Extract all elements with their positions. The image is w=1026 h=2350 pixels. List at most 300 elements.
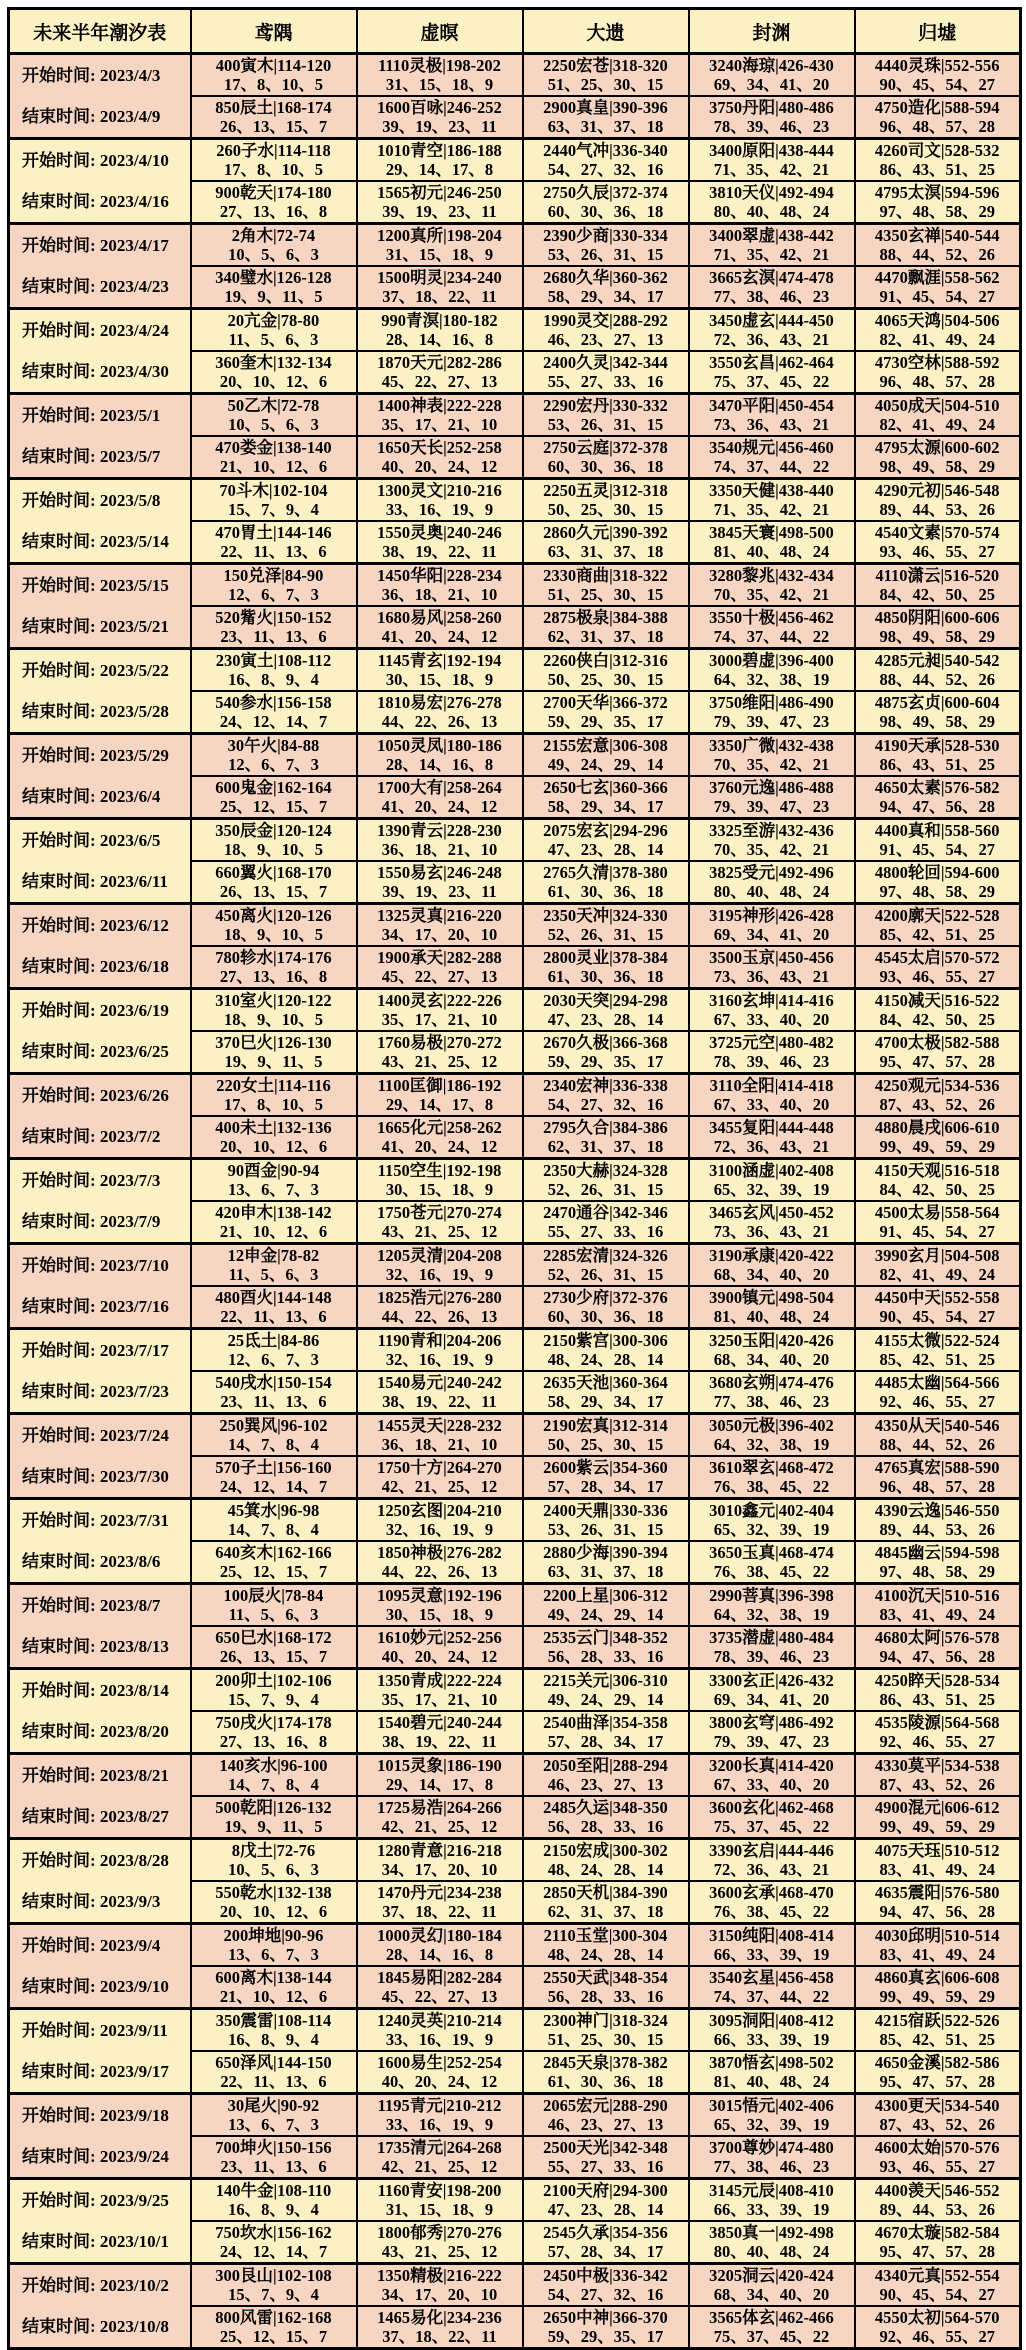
- tide-subvalues: 67、33、40、20: [713, 1775, 830, 1794]
- tide-value: 4155太微|522-524: [874, 1331, 1000, 1350]
- tide-cell: [855, 2009, 1021, 2052]
- time-cell: [9, 1499, 191, 1584]
- tide-subvalues: 37、18、22、11: [382, 287, 497, 306]
- tide-subvalues: 14、7、8、4: [228, 1775, 319, 1794]
- tide-value: 1145青玄|192-194: [377, 651, 502, 670]
- tide-cell: [191, 351, 357, 394]
- tide-value: 600鬼金|162-164: [215, 778, 332, 797]
- tide-value: 3650玉真|468-474: [709, 1543, 834, 1562]
- tide-cell: [523, 989, 689, 1032]
- tide-cell: [523, 564, 689, 607]
- tide-value: 4050成天|504-510: [874, 396, 1000, 415]
- tide-value: 30午火|84-88: [227, 736, 320, 755]
- tide-subvalues: 69、34、41、20: [713, 1690, 830, 1709]
- tide-value: 3150纯阳|408-414: [709, 1926, 834, 1945]
- tide-value: 4900混元|606-612: [874, 1798, 1000, 1817]
- tide-value: 2030天突|294-298: [543, 991, 668, 1010]
- end-time-label: 结束时间: 2023/7/2: [22, 1127, 161, 1146]
- tide-cell: [689, 139, 855, 182]
- tide-subvalues: 96、48、57、28: [879, 372, 995, 391]
- tide-subvalues: 74、37、44、22: [713, 1987, 830, 2006]
- tide-subvalues: 64、32、38、19: [713, 1435, 830, 1454]
- start-time-label: 开始时间: 2023/5/22: [22, 661, 169, 680]
- tide-value: 2680久华|360-362: [543, 268, 668, 287]
- tide-subvalues: 89、44、53、26: [879, 2200, 995, 2219]
- tide-subvalues: 40、20、24、12: [381, 1647, 498, 1666]
- start-row: [9, 649, 1021, 692]
- tide-cell: [689, 649, 855, 692]
- tide-value: 2400久灵|342-344: [543, 353, 668, 372]
- tide-value: 3600玄化|462-468: [709, 1798, 834, 1817]
- tide-cell: [855, 1116, 1021, 1159]
- tide-cell: [855, 1286, 1021, 1329]
- tide-value: 1700大有|258-264: [377, 778, 502, 797]
- tide-value: 990青溟|180-182: [381, 311, 498, 330]
- end-time-label: 结束时间: 2023/6/25: [22, 1042, 169, 1061]
- tide-subvalues: 38、19、22、11: [382, 542, 497, 561]
- tide-value: 4150天观|516-518: [874, 1161, 1000, 1180]
- tide-cell: [191, 861, 357, 904]
- tide-value: 1015灵象|186-190: [377, 1756, 502, 1775]
- week-group: [9, 1584, 1021, 1669]
- tide-value: 3400翠虚|438-442: [709, 226, 834, 245]
- tide-subvalues: 35、17、21、10: [381, 415, 498, 434]
- tide-cell: [855, 861, 1021, 904]
- tide-value: 4470飘涯|558-562: [874, 268, 1000, 287]
- tide-value: 2400天鼎|330-336: [543, 1501, 668, 1520]
- tide-subvalues: 64、32、38、19: [713, 1605, 830, 1624]
- tide-cell: [689, 2094, 855, 2137]
- tide-table: [7, 7, 1022, 2350]
- tide-subvalues: 73、36、43、21: [713, 415, 830, 434]
- tide-cell: [357, 1966, 523, 2009]
- tide-value: 4485太幽|564-566: [874, 1373, 1000, 1392]
- tide-subvalues: 69、34、41、20: [713, 75, 830, 94]
- tide-subvalues: 87、43、52、26: [879, 1095, 995, 1114]
- tide-subvalues: 49、24、29、14: [547, 755, 664, 774]
- tide-subvalues: 22、11、13、6: [220, 2072, 327, 2091]
- tide-cell: [191, 564, 357, 607]
- tide-subvalues: 44、22、26、13: [381, 1562, 498, 1581]
- tide-value: 2650中神|366-370: [543, 2308, 668, 2327]
- time-cell: [9, 479, 191, 564]
- week-group: [9, 1329, 1021, 1414]
- tide-cell: [191, 1669, 357, 1712]
- tide-cell: [689, 1201, 855, 1244]
- tide-cell: [357, 861, 523, 904]
- tide-subvalues: 42、21、25、12: [381, 1817, 498, 1836]
- tide-cell: [523, 1754, 689, 1797]
- tide-cell: [191, 1286, 357, 1329]
- tide-cell: [855, 1669, 1021, 1712]
- tide-subvalues: 30、15、18、9: [385, 670, 494, 689]
- tide-value: 3160玄坤|414-416: [709, 991, 834, 1010]
- tide-subvalues: 61、30、36、18: [547, 2072, 664, 2091]
- tide-cell: [191, 309, 357, 352]
- tide-subvalues: 74、37、44、22: [713, 457, 830, 476]
- tide-subvalues: 52、26、31、15: [547, 1265, 664, 1284]
- tide-value: 1195青元|210-212: [377, 2096, 502, 2115]
- tide-subvalues: 78、39、46、23: [713, 1052, 830, 1071]
- tide-value: 3540规元|456-460: [709, 438, 834, 457]
- tide-cell: [357, 1924, 523, 1967]
- tide-cell: [191, 394, 357, 437]
- tide-subvalues: 50、25、30、15: [547, 500, 664, 519]
- tide-value: 3015悟元|402-406: [709, 2096, 834, 2115]
- tide-cell: [689, 989, 855, 1032]
- tide-subvalues: 86、43、51、25: [879, 160, 995, 179]
- tide-value: 1350精极|216-222: [377, 2266, 502, 2285]
- start-time-label: 开始时间: 2023/5/15: [22, 576, 169, 595]
- tide-value: 4030邱明|510-514: [874, 1926, 1000, 1945]
- tide-cell: [191, 1754, 357, 1797]
- tide-cell: [357, 1329, 523, 1372]
- tide-value: 4300更天|534-540: [874, 2096, 1000, 2115]
- tide-value: 540参水|156-158: [215, 693, 332, 712]
- tide-value: 4150减天|516-522: [874, 991, 1000, 1010]
- tide-cell: [191, 1456, 357, 1499]
- tide-cell: [357, 989, 523, 1032]
- tide-subvalues: 98、49、58、29: [879, 627, 995, 646]
- tide-value: 4065天鸿|504-506: [874, 311, 1000, 330]
- tide-value: 2155宏意|306-308: [543, 736, 668, 755]
- tide-value: 1050灵凤|180-186: [377, 736, 502, 755]
- tide-cell: [523, 649, 689, 692]
- tide-cell: [523, 861, 689, 904]
- start-time-label: 开始时间: 2023/8/21: [22, 1766, 169, 1785]
- start-time-label: 开始时间: 2023/9/4: [22, 1936, 161, 1955]
- tide-cell: [523, 266, 689, 309]
- tide-value: 200卯土|102-106: [215, 1671, 332, 1690]
- tide-cell: [855, 436, 1021, 479]
- time-cell: [9, 1329, 191, 1414]
- time-cell: [9, 2094, 191, 2179]
- tide-subvalues: 18、9、10、5: [224, 925, 323, 944]
- tide-subvalues: 48、24、28、14: [547, 1350, 664, 1369]
- tide-cell: [689, 521, 855, 564]
- end-time-label: 结束时间: 2023/4/23: [22, 277, 169, 296]
- tide-subvalues: 77、38、46、23: [713, 1392, 830, 1411]
- tide-value: 4500太易|558-564: [874, 1203, 1000, 1222]
- tide-cell: [523, 1074, 689, 1117]
- end-time-label: 结束时间: 2023/7/23: [22, 1382, 169, 1401]
- tide-cell: [357, 224, 523, 267]
- tide-subvalues: 84、42、50、25: [879, 1180, 995, 1199]
- tide-subvalues: 57、28、34、17: [547, 1477, 664, 1496]
- tide-value: 4350从天|540-546: [874, 1416, 1000, 1435]
- tide-subvalues: 18、9、10、5: [224, 840, 323, 859]
- tide-cell: [855, 1626, 1021, 1669]
- tide-subvalues: 66、33、39、19: [713, 2200, 830, 2219]
- tide-cell: [357, 1074, 523, 1117]
- tide-subvalues: 39、19、23、11: [382, 117, 497, 136]
- week-group: [9, 989, 1021, 1074]
- tide-cell: [523, 479, 689, 522]
- tide-cell: [357, 606, 523, 649]
- tide-value: 4290元初|546-548: [874, 481, 1000, 500]
- tide-subvalues: 17、8、10、5: [224, 75, 323, 94]
- tide-value: 1540碧元|240-244: [377, 1713, 502, 1732]
- tide-value: 1850神极|276-282: [377, 1543, 502, 1562]
- tide-cell: [689, 1244, 855, 1287]
- tide-cell: [191, 479, 357, 522]
- end-time-label: 结束时间: 2023/8/13: [22, 1637, 169, 1656]
- tide-cell: [191, 989, 357, 1032]
- tide-subvalues: 27、13、16、8: [219, 967, 328, 986]
- tide-value: 4680太阿|576-578: [874, 1628, 1000, 1647]
- tide-cell: [855, 54, 1021, 97]
- tide-cell: [523, 2179, 689, 2222]
- tide-cell: [855, 1456, 1021, 1499]
- tide-subvalues: 82、41、49、24: [879, 330, 995, 349]
- tide-subvalues: 13、6、7、3: [228, 1180, 319, 1199]
- tide-cell: [357, 266, 523, 309]
- tide-cell: [689, 266, 855, 309]
- start-row: [9, 2009, 1021, 2052]
- tide-value: 3400原阳|438-444: [709, 141, 834, 160]
- tide-subvalues: 23、11、13、6: [220, 2157, 327, 2176]
- tide-cell: [855, 351, 1021, 394]
- tide-cell: [855, 2094, 1021, 2137]
- tide-subvalues: 43、21、25、12: [381, 1222, 498, 1241]
- tide-value: 1610妙元|252-256: [377, 1628, 502, 1647]
- tide-subvalues: 58、29、34、17: [547, 287, 664, 306]
- tide-value: 4100沉天|510-516: [874, 1586, 1000, 1605]
- tide-value: 1650天长|252-258: [377, 438, 502, 457]
- tide-value: 1680易风|258-260: [377, 608, 502, 627]
- tide-cell: [191, 734, 357, 777]
- tide-subvalues: 29、14、17、8: [385, 160, 494, 179]
- tide-subvalues: 91、45、54、27: [879, 287, 995, 306]
- tide-subvalues: 27、13、16、8: [219, 1732, 328, 1751]
- start-time-label: 开始时间: 2023/10/2: [22, 2276, 169, 2295]
- tide-cell: [357, 2136, 523, 2179]
- tide-subvalues: 48、24、28、14: [547, 1860, 664, 1879]
- tide-subvalues: 42、21、25、12: [381, 2157, 498, 2176]
- end-time-label: 结束时间: 2023/4/16: [22, 192, 169, 211]
- tide-value: 4350玄禅|540-544: [874, 226, 1000, 245]
- start-time-label: 开始时间: 2023/7/10: [22, 1256, 169, 1275]
- tide-subvalues: 34、17、20、10: [381, 925, 498, 944]
- tide-cell: [523, 691, 689, 734]
- tide-value: 1280青意|216-218: [377, 1841, 502, 1860]
- tide-value: 3680玄朔|474-476: [709, 1373, 834, 1392]
- tide-subvalues: 46、23、27、13: [547, 330, 664, 349]
- tide-subvalues: 81、40、48、24: [713, 2072, 830, 2091]
- tide-subvalues: 70、35、42、21: [713, 585, 830, 604]
- tide-cell: [689, 224, 855, 267]
- tide-subvalues: 43、21、25、12: [381, 2242, 498, 2261]
- tide-value: 3350广微|432-438: [709, 736, 834, 755]
- tide-subvalues: 77、38、46、23: [713, 2157, 830, 2176]
- tide-value: 4190天承|528-530: [874, 736, 1000, 755]
- time-cell: [9, 649, 191, 734]
- start-time-label: 开始时间: 2023/7/17: [22, 1341, 169, 1360]
- tide-cell: [523, 1499, 689, 1542]
- tide-subvalues: 41、20、24、12: [381, 1137, 498, 1156]
- tide-value: 2635天池|360-364: [543, 1373, 668, 1392]
- tide-value: 3195神形|426-428: [709, 906, 834, 925]
- tide-cell: [191, 96, 357, 139]
- tide-subvalues: 37、18、22、11: [382, 2327, 497, 2346]
- tide-cell: [191, 2136, 357, 2179]
- tide-value: 660翼火|168-170: [215, 863, 332, 882]
- column-header: 归墟: [855, 9, 1021, 54]
- tide-cell: [855, 1711, 1021, 1754]
- tide-cell: [855, 224, 1021, 267]
- tide-value: 2670久极|366-368: [543, 1033, 668, 1052]
- tide-value: 3390玄启|444-446: [709, 1841, 834, 1860]
- tide-value: 140牛金|108-110: [215, 2181, 332, 2200]
- tide-cell: [191, 2221, 357, 2264]
- tide-value: 1470丹元|234-238: [377, 1883, 502, 1902]
- tide-cell: [689, 734, 855, 777]
- tide-subvalues: 73、36、43、21: [713, 1222, 830, 1241]
- tide-subvalues: 76、38、45、22: [713, 1902, 830, 1921]
- tide-subvalues: 21、10、12、6: [219, 1987, 328, 2006]
- tide-value: 1010青空|186-188: [377, 141, 502, 160]
- tide-subvalues: 59、29、35、17: [547, 2327, 664, 2346]
- column-header: 虚暝: [357, 9, 523, 54]
- tide-value: 1160青安|198-200: [377, 2181, 502, 2200]
- tide-subvalues: 19、9、11、5: [224, 1052, 323, 1071]
- time-cell: [9, 1159, 191, 1244]
- tide-value: 2485久运|348-350: [543, 1798, 668, 1817]
- tide-subvalues: 15、7、9、4: [228, 500, 319, 519]
- tide-value: 1550灵奥|240-246: [377, 523, 502, 542]
- tide-subvalues: 36、18、21、10: [381, 585, 498, 604]
- tide-value: 4330莫平|534-538: [874, 1756, 1000, 1775]
- week-group: [9, 1074, 1021, 1159]
- tide-value: 3900镇元|498-504: [709, 1288, 834, 1307]
- tide-value: 3465玄风|450-452: [709, 1203, 834, 1222]
- week-group: [9, 1244, 1021, 1329]
- tide-cell: [523, 1924, 689, 1967]
- tide-subvalues: 40、20、24、12: [381, 457, 498, 476]
- tide-cell: [855, 1924, 1021, 1967]
- tide-subvalues: 59、29、35、17: [547, 712, 664, 731]
- tide-value: 2200上星|306-312: [543, 1586, 668, 1605]
- tide-cell: [855, 1414, 1021, 1457]
- tide-subvalues: 18、9、10、5: [224, 1010, 323, 1029]
- tide-cell: [689, 1031, 855, 1074]
- tide-subvalues: 80、40、48、24: [713, 882, 830, 901]
- tide-subvalues: 64、32、38、19: [713, 670, 830, 689]
- start-row: [9, 1244, 1021, 1287]
- tide-value: 2860久元|390-392: [543, 523, 668, 542]
- tide-subvalues: 50、25、30、15: [547, 1435, 664, 1454]
- tide-cell: [855, 776, 1021, 819]
- tide-cell: [357, 1499, 523, 1542]
- tide-subvalues: 95、47、57、28: [879, 1052, 995, 1071]
- tide-cell: [855, 309, 1021, 352]
- tide-subvalues: 46、23、27、13: [547, 1775, 664, 1794]
- column-header: 鸢隅: [191, 9, 357, 54]
- tide-value: 4400羡天|546-552: [874, 2181, 1000, 2200]
- tide-value: 3850真一|492-498: [709, 2223, 834, 2242]
- tide-cell: [191, 224, 357, 267]
- tide-cell: [855, 1754, 1021, 1797]
- tide-subvalues: 79、39、47、23: [713, 1732, 830, 1751]
- tide-subvalues: 92、46、55、27: [879, 1732, 995, 1751]
- end-time-label: 结束时间: 2023/4/9: [22, 107, 161, 126]
- tide-subvalues: 35、17、21、10: [381, 1690, 498, 1709]
- tide-cell: [191, 266, 357, 309]
- tide-subvalues: 76、38、45、22: [713, 1562, 830, 1581]
- tide-cell: [523, 1371, 689, 1414]
- tide-value: 1465易化|234-236: [377, 2308, 502, 2327]
- tide-value: 570子土|156-160: [215, 1458, 332, 1477]
- tide-subvalues: 93、46、55、27: [879, 542, 995, 561]
- tide-value: 3110全阳|414-418: [709, 1076, 834, 1095]
- tide-subvalues: 65、32、39、19: [713, 1520, 830, 1539]
- tide-cell: [689, 309, 855, 352]
- tide-subvalues: 75、37、45、22: [713, 372, 830, 391]
- tide-subvalues: 56、28、33、16: [547, 1817, 664, 1836]
- tide-cell: [357, 946, 523, 989]
- tide-cell: [523, 606, 689, 649]
- tide-cell: [855, 734, 1021, 777]
- tide-value: 2075宏玄|294-296: [543, 821, 668, 840]
- tide-cell: [855, 1499, 1021, 1542]
- start-time-label: 开始时间: 2023/9/25: [22, 2191, 169, 2210]
- tide-cell: [689, 946, 855, 989]
- tide-subvalues: 87、43、52、26: [879, 1775, 995, 1794]
- tide-value: 4650金溪|582-586: [874, 2053, 1000, 2072]
- tide-value: 2730少府|372-376: [543, 1288, 668, 1307]
- start-row: [9, 819, 1021, 862]
- tide-cell: [191, 54, 357, 97]
- tide-subvalues: 92、46、55、27: [879, 1392, 995, 1411]
- tide-cell: [523, 1201, 689, 1244]
- tide-cell: [689, 904, 855, 947]
- tide-subvalues: 47、23、28、14: [547, 1010, 664, 1029]
- column-header: 封渊: [689, 9, 855, 54]
- tide-value: 3725元空|480-482: [709, 1033, 834, 1052]
- end-time-label: 结束时间: 2023/4/30: [22, 362, 169, 381]
- tide-cell: [357, 2179, 523, 2222]
- week-group: [9, 1924, 1021, 2009]
- tide-subvalues: 39、19、23、11: [382, 882, 497, 901]
- tide-cell: [523, 1244, 689, 1287]
- tide-subvalues: 28、14、16、8: [385, 330, 494, 349]
- tide-cell: [191, 2009, 357, 2052]
- tide-value: 1550易玄|246-248: [377, 863, 502, 882]
- tide-value: 650泽风|144-150: [215, 2053, 332, 2072]
- tide-cell: [689, 436, 855, 479]
- tide-subvalues: 53、26、31、15: [547, 245, 664, 264]
- tide-subvalues: 29、14、17、8: [385, 1775, 494, 1794]
- tide-value: 2065宏元|288-290: [543, 2096, 668, 2115]
- tide-subvalues: 30、15、18、9: [385, 1180, 494, 1199]
- tide-cell: [689, 819, 855, 862]
- time-cell: [9, 1924, 191, 2009]
- tide-subvalues: 68、34、40、20: [713, 1350, 830, 1369]
- start-time-label: 开始时间: 2023/7/24: [22, 1426, 169, 1445]
- tide-value: 1540易元|240-242: [377, 1373, 502, 1392]
- tide-value: 3825受元|492-496: [709, 863, 834, 882]
- header-row: [9, 9, 1021, 54]
- tide-cell: [689, 1286, 855, 1329]
- tide-cell: [357, 1031, 523, 1074]
- tide-subvalues: 34、17、20、10: [381, 2285, 498, 2304]
- tide-value: 3240海琼|426-430: [709, 56, 834, 75]
- tide-subvalues: 45、22、27、13: [381, 1987, 498, 2006]
- tide-value: 640亥木|162-166: [215, 1543, 332, 1562]
- end-time-label: 结束时间: 2023/9/24: [22, 2147, 169, 2166]
- tide-value: 2285宏清|324-326: [543, 1246, 668, 1265]
- tide-subvalues: 94、47、56、28: [879, 1902, 995, 1921]
